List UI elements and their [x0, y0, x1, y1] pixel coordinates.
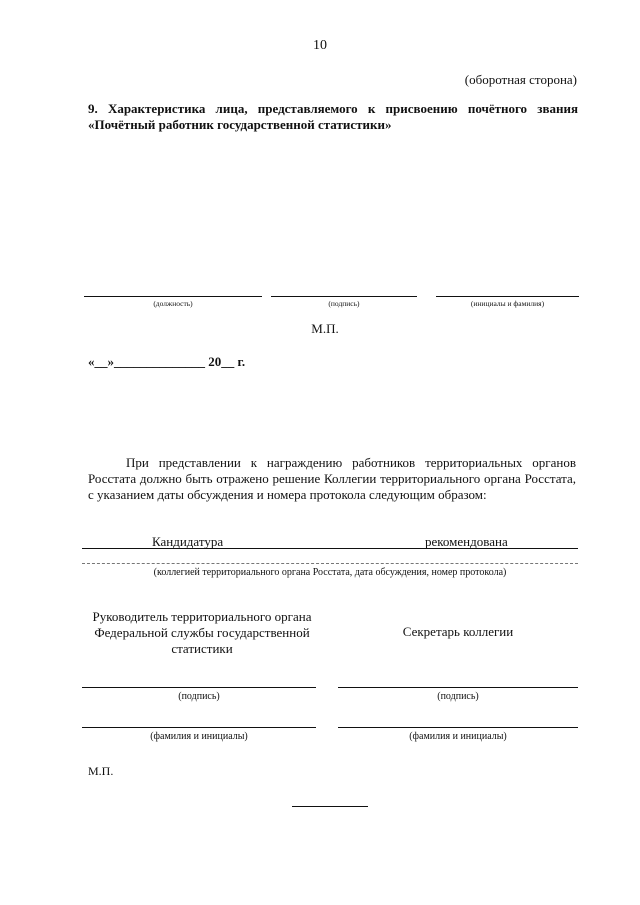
recommendation-word-left: Кандидатура	[152, 534, 224, 549]
recommendation-underline	[82, 563, 578, 564]
secretary-signature-line	[338, 687, 578, 688]
head-signature-line	[82, 687, 316, 688]
secretary-name-line	[338, 727, 578, 728]
date-line: «__»______________ 20__ г.	[88, 354, 246, 369]
bottom-stamp-label: М.П.	[88, 764, 114, 778]
secretary-signature-caption: (подпись)	[437, 691, 479, 702]
recommendation-caption: (коллегией территориального органа Росстата, дата обсуждения, номер протокола)	[153, 567, 507, 578]
position-line	[84, 296, 262, 297]
recommendation-word-right: рекомендована	[425, 534, 508, 549]
instruction-paragraph: При представлении к награждению работников территориальных органов Росстата должно быть отражено решение Коллегии территориального органа Росстата, с указанием даты обсуждения и номера протокола следующим образом:	[88, 455, 576, 502]
stamp-label: М.П.	[311, 321, 339, 336]
position-caption: (должность)	[153, 299, 193, 308]
reverse-side-label: (оборотная сторона)	[464, 72, 577, 87]
signature-line	[271, 296, 417, 297]
head-name-line	[82, 727, 316, 728]
head-signature-caption: (подпись)	[178, 691, 220, 702]
head-name-caption: (фамилия и инициалы)	[150, 731, 248, 742]
secretary-name-caption: (фамилия и инициалы)	[409, 731, 507, 742]
page-number: 10	[313, 38, 327, 53]
secretary-title: Секретарь коллегии	[402, 624, 514, 639]
end-divider	[292, 806, 368, 807]
signature-caption: (подпись)	[328, 299, 360, 308]
section-title: 9. Характеристика лица, представляемого к присвоению почётного звания «Почётный работник государственной статистики»	[88, 101, 578, 132]
head-title: Руководитель территориального органа Федеральной службы государственной статистики	[92, 609, 312, 656]
name-caption: (инициалы и фамилия)	[470, 299, 545, 308]
name-line	[436, 296, 579, 297]
